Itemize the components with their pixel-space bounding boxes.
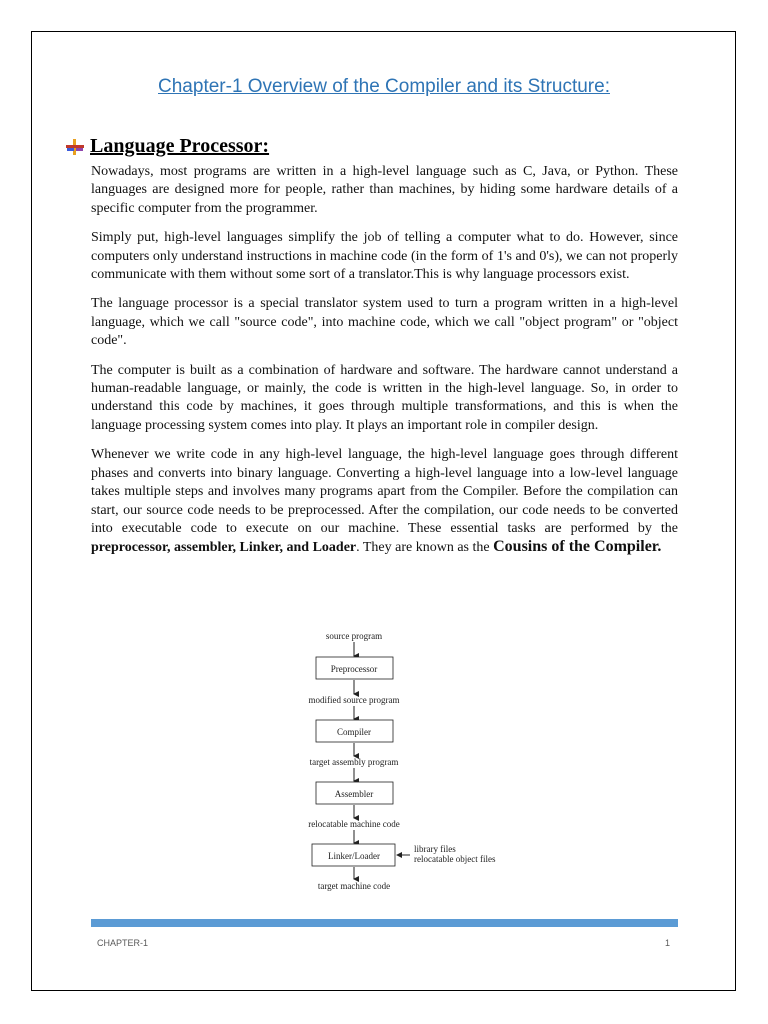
bold-terms: preprocessor, assembler, Linker, and Loader xyxy=(91,540,357,556)
paragraph-cousins xyxy=(91,446,678,557)
target-machine-code-label: target machine code xyxy=(317,881,391,891)
assembler-label: Assembler xyxy=(334,789,374,799)
footer-chapter-label: CHAPTER-1 xyxy=(97,938,149,948)
modified-source-label: modified source program xyxy=(308,695,400,705)
language-processing-diagram xyxy=(260,628,560,898)
section-title: Language Processor: xyxy=(90,135,270,157)
paragraph: The computer is built as a combination of hardware and software. The hardware cannot understand a human-readable language, or mainly, the code is written in the high-level language. So, in order to understand this code by machines, it goes through multiple transformations, and this is when the language processing system comes into play. It plays an important role in compiler design. xyxy=(91,362,678,433)
paragraph-text: Whenever we write code in any high-level language, the high-level language goes through different phases and converts into binary language. Converting a high-level language into a low-level language takes multiple steps and involves many programs apart from the Compiler. Before the compilation can start, our source code needs to be preprocessed. After the compilation, our code needs to be converted into executable code to execute on our machine. These essential tasks are performed by the xyxy=(91,447,678,536)
relocatable-machine-code-label: relocatable machine code xyxy=(308,819,400,829)
library-files-label: library files xyxy=(414,844,456,854)
linker-loader-label: Linker/Loader xyxy=(328,851,380,861)
target-assembly-label: target assembly program xyxy=(309,757,399,767)
compiler-label: Compiler xyxy=(337,727,371,737)
page-number: 1 xyxy=(664,938,670,948)
preprocessor-label: Preprocessor xyxy=(330,664,378,674)
cousins-term: Cousins of the Compiler xyxy=(493,538,658,556)
section-heading xyxy=(64,135,269,158)
cousins-period: . xyxy=(657,538,662,556)
pin-bullet-icon xyxy=(64,138,86,156)
body-text xyxy=(91,163,678,569)
chapter-title: Chapter-1 Overview of the Compiler and its Structure: xyxy=(158,76,610,97)
relocatable-object-files-label: relocatable object files xyxy=(414,854,496,864)
footer-bar xyxy=(91,919,678,927)
paragraph: The language processor is a special translator system used to turn a program written in a high-level language, which we call "source code", into machine code, which we call "object program" or "object code". xyxy=(91,296,678,349)
paragraph: Nowadays, most programs are written in a high-level language such as C, Java, or Python. These languages are designed more for people, rather than machines, by hiding some hardware details of a specific computer from the programmer. xyxy=(91,164,678,216)
paragraph: Simply put, high-level languages simplify the job of telling a computer what to do. However, since computers only understand instructions in machine code (in the form of 1's and 0's), we can not properly communicate with them without some sort of a translator.This is why language processors exist. xyxy=(91,230,678,283)
paragraph-text: . They are known as the xyxy=(356,540,494,556)
source-program-label: source program xyxy=(325,631,383,641)
